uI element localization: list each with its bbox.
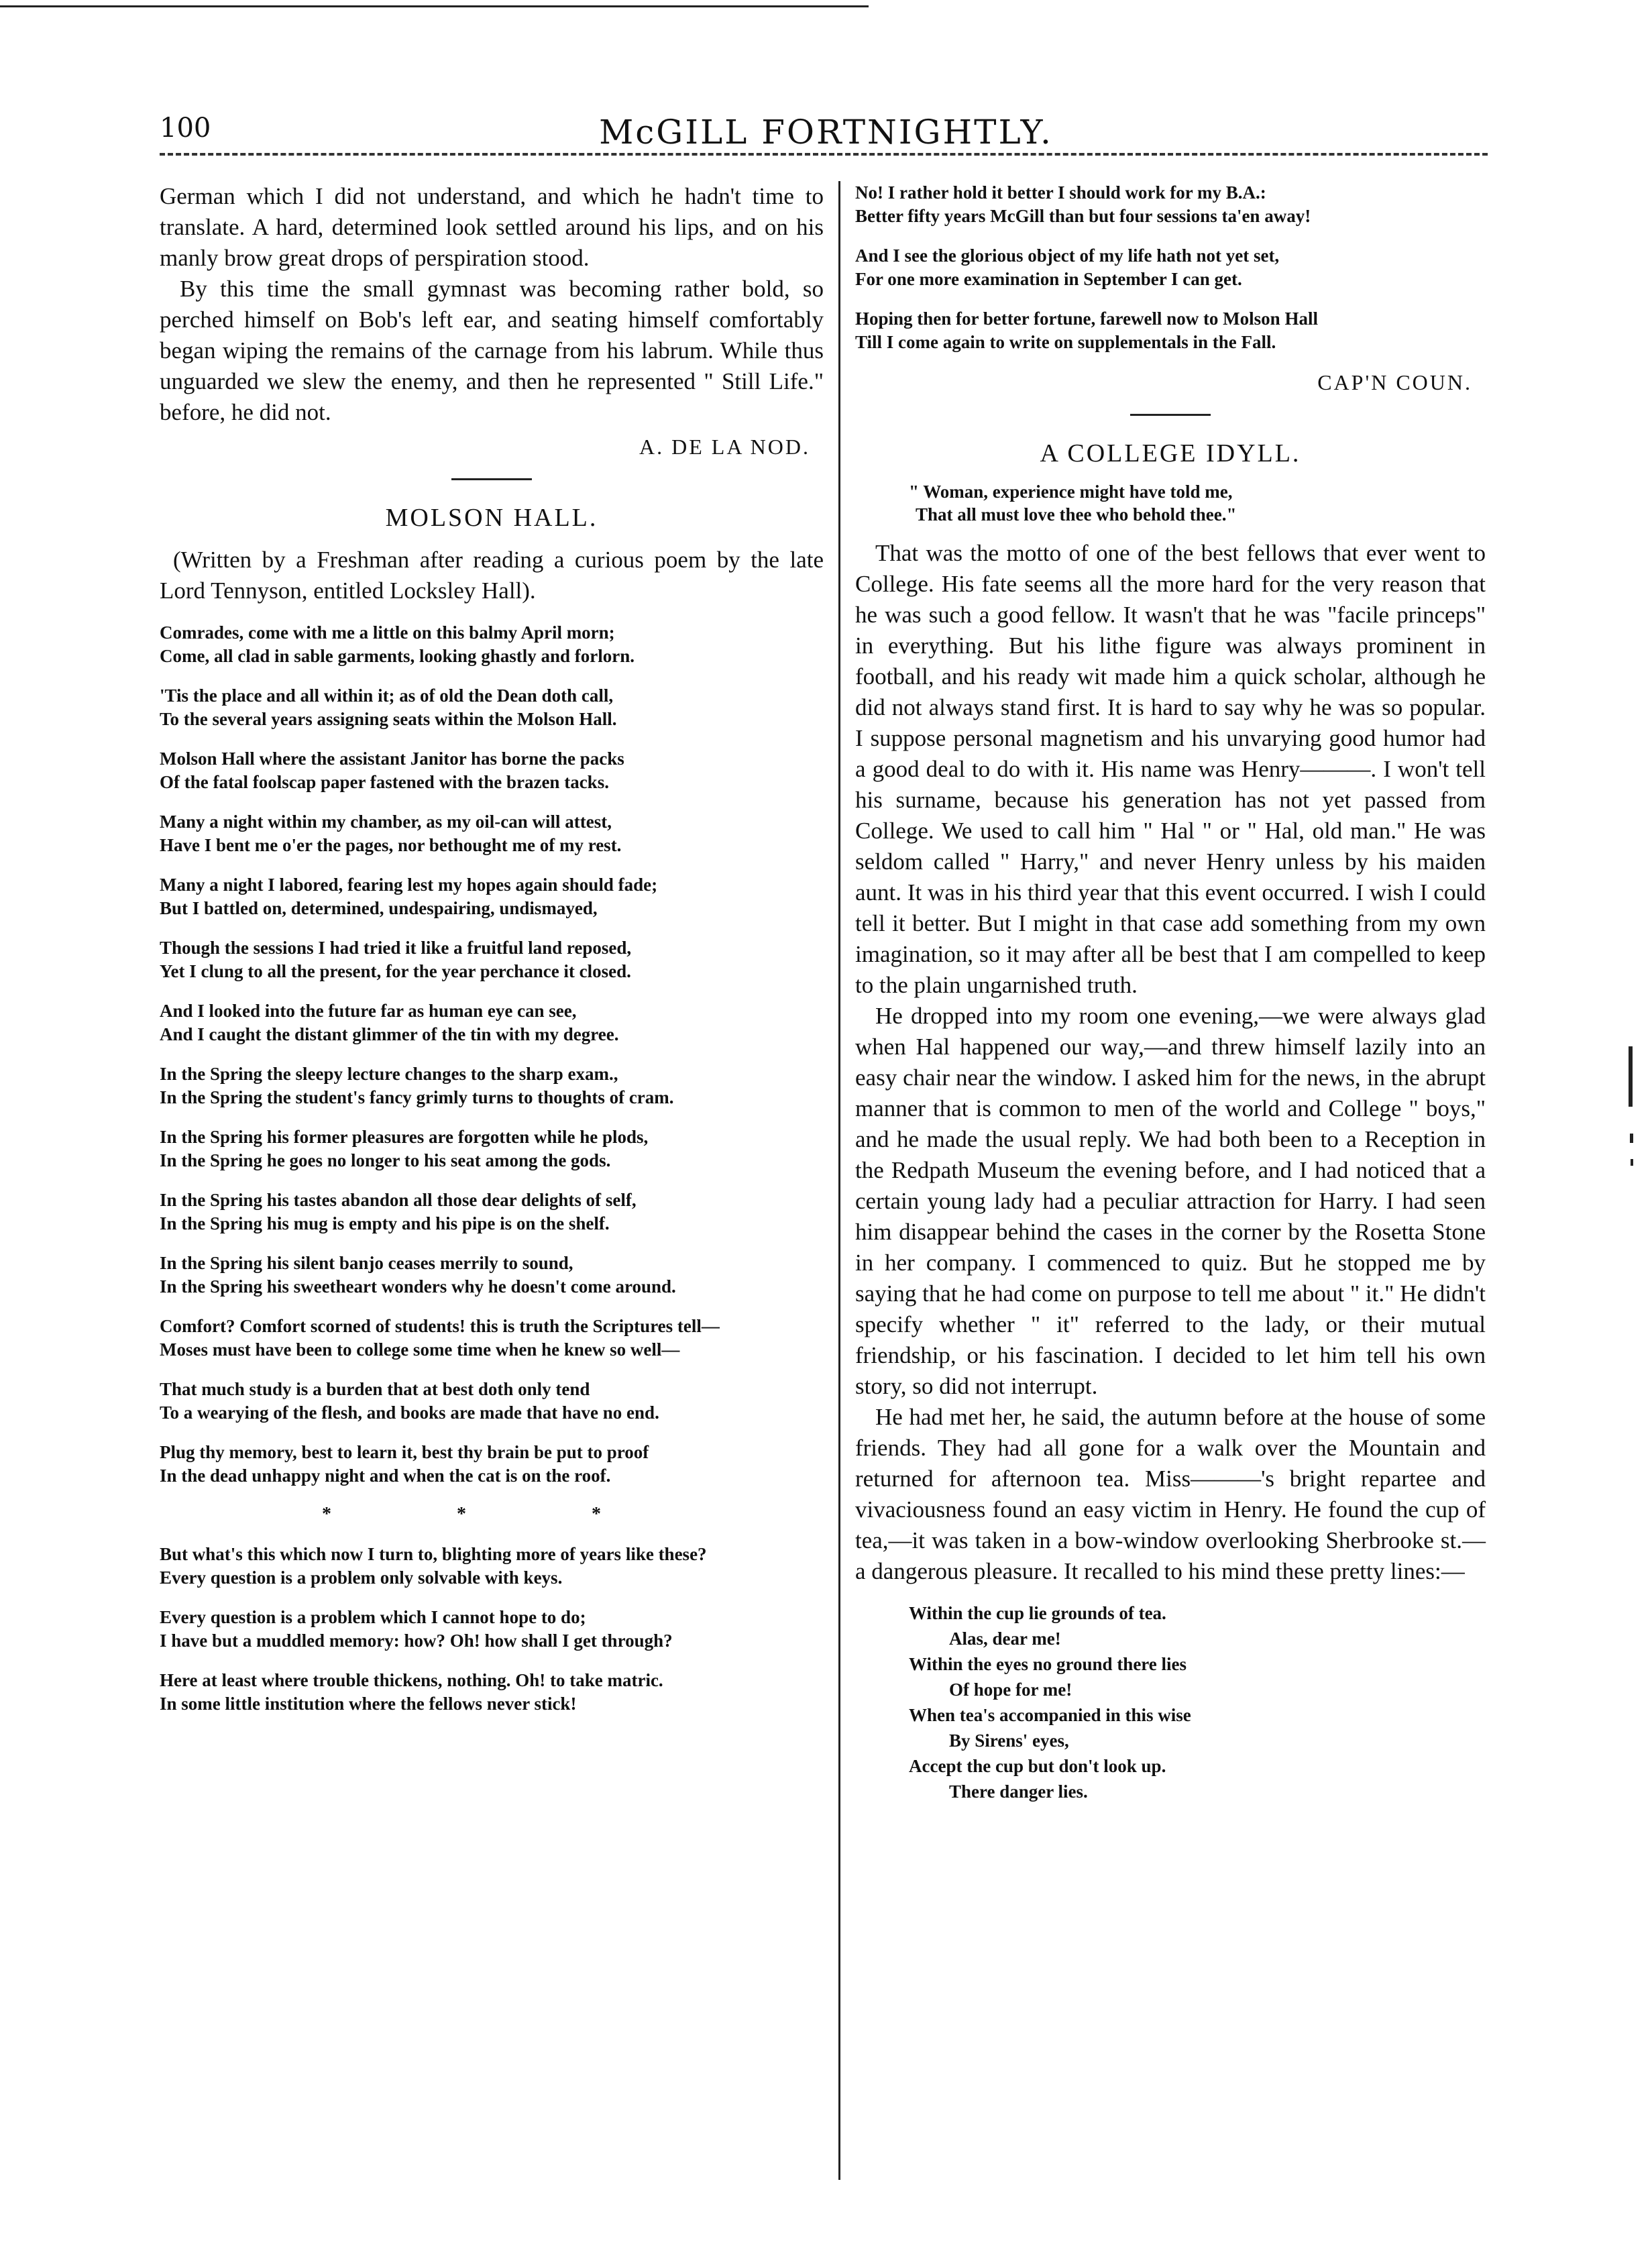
verse-line: No! I rather hold it better I should work for my B.A.:: [855, 182, 1266, 203]
verse-line: Here at least where trouble thickens, nothing. Oh! to take matric.: [160, 1670, 663, 1690]
paragraph: He had met her, he said, the autumn before at the house of some friends. They had all gone for a walk over the Mountain and returned for afternoon tea. Miss———'s bright repartee and vivaciousness found an easy victim in Henry. He found the cup of tea,—it was taken in a bow-window overlooking Sherbrooke st.—a dangerous pleasure. It recalled to his mind these pretty lines:—: [855, 1404, 1486, 1584]
verse-line: Better fifty years McGill than but four sessions ta'en away!: [855, 206, 1311, 226]
top-rule: [0, 5, 869, 7]
verse-line: To a wearying of the flesh, and books are made that have no end.: [160, 1403, 659, 1423]
stanza: [160, 810, 824, 857]
verse-line: Come, all clad in sable garments, looking ghastly and forlorn.: [160, 646, 635, 666]
author-signature: A. DE LA NOD.: [639, 435, 810, 459]
verse-line: In the Spring he goes no longer to his seat among the gods.: [160, 1150, 611, 1170]
verse-line: Hoping then for better fortune, farewell now to Molson Hall: [855, 309, 1318, 329]
verse-line: In some little institution where the fellows never stick!: [160, 1694, 577, 1714]
verse-line: In the Spring his tastes abandon all those dear delights of self,: [160, 1190, 637, 1210]
stanza: [160, 1543, 824, 1590]
right-column: [855, 181, 1486, 1804]
story-title: A COLLEGE IDYLL.: [1040, 439, 1301, 468]
stanza: [160, 621, 824, 668]
verse-line: In the dead unhappy night and when the cat is on the roof.: [160, 1466, 611, 1486]
verse-line: In the Spring his former pleasures are forgotten while he plods,: [160, 1127, 649, 1147]
verse-line: By Sirens' eyes,: [949, 1730, 1069, 1751]
paragraph: That was the motto of one of the best fellows that ever went to College. His fate seems all the more hard for the very reason that he was such a good fellow. It wasn't that he was "facile princeps" in everything. But his lithe figure was always prominent in football, and his ready wit made him a quick scholar, although he did not always stand first. It is hard to say why he was so popular. I suppose personal magnetism and his unvarying good humor had a good deal to do with it. His name was Henry———. I won't tell his surname, because his generation has not yet passed from College. We used to call him " Hal " or " Hal, old man." He was seldom called " Harry," and never Henry unless by his maiden aunt. It was in his third year that this event occurred. I wish I could tell it better. But I might in that case add something from my own imagination, so it may after all be best that I am compelled to keep to the plain ungarnished truth.: [855, 540, 1486, 998]
verse-line: But I battled on, determined, undespairing, undismayed,: [160, 898, 598, 918]
paragraph: German which I did not understand, and which he hadn't time to translate. A hard, determined look settled around his lips, and on his manly brow great drops of perspiration stood.: [160, 183, 824, 271]
verse-line: In the Spring the student's fancy grimly turns to thoughts of cram.: [160, 1087, 674, 1107]
verse-line: 'Tis the place and all within it; as of old the Dean doth call,: [160, 685, 614, 706]
verse-line: Every question is a problem only solvable with keys.: [160, 1568, 563, 1588]
verse-line: Many a night I labored, fearing lest my hopes again should fade;: [160, 875, 658, 895]
stanza: [160, 999, 824, 1046]
section-separator: [451, 478, 532, 480]
stanza: [160, 873, 824, 920]
stanza: [160, 1441, 824, 1488]
poem-title: MOLSON HALL.: [385, 504, 598, 532]
stanza: [160, 684, 824, 731]
column-divider: [838, 181, 840, 2180]
stanza: [855, 244, 1486, 291]
verse-line: Moses must have been to college some time when he knew so well—: [160, 1339, 680, 1360]
stanza: [160, 1189, 824, 1235]
embedded-verse: [909, 1600, 1486, 1804]
epigraph: [909, 480, 1486, 526]
verse-line: Accept the cup but don't look up.: [909, 1756, 1166, 1776]
verse-line: Comrades, come with me a little on this balmy April morn;: [160, 622, 615, 643]
epigraph-line: " Woman, experience might have told me,: [909, 482, 1233, 502]
section-separator: [1130, 414, 1211, 416]
stanza: [160, 1062, 824, 1109]
epigraph-line: That all must love thee who behold thee.": [916, 504, 1237, 525]
margin-mark: [1630, 1134, 1633, 1143]
verse-line: Though the sessions I had tried it like a fruitful land reposed,: [160, 938, 632, 958]
verse-line: To the several years assigning seats within the Molson Hall.: [160, 709, 617, 729]
verse-line: Of hope for me!: [949, 1680, 1072, 1700]
left-column: [160, 181, 824, 1732]
verse-line: Yet I clung to all the present, for the year perchance it closed.: [160, 961, 631, 981]
verse-line: Comfort? Comfort scorned of students! this is truth the Scriptures tell—: [160, 1316, 720, 1336]
verse-line: But what's this which now I turn to, blighting more of years like these?: [160, 1544, 707, 1564]
section-stars: * * *: [322, 1504, 661, 1525]
verse-line: I have but a muddled memory: how? Oh! how shall I get through?: [160, 1631, 673, 1651]
verse-line: In the Spring his silent banjo ceases merrily to sound,: [160, 1253, 573, 1273]
stanza: [160, 1669, 824, 1716]
poem-intro: (Written by a Freshman after reading a curious poem by the late Lord Tennyson, entitled Locksley Hall).: [160, 547, 824, 604]
verse-line: And I see the glorious object of my life hath not yet set,: [855, 245, 1280, 266]
verse-line: Many a night within my chamber, as my oil-can will attest,: [160, 812, 612, 832]
verse-line: Plug thy memory, best to learn it, best thy brain be put to proof: [160, 1442, 649, 1462]
stanza: [160, 1378, 824, 1425]
verse-line: And I caught the distant glimmer of the tin with my degree.: [160, 1024, 619, 1044]
margin-mark: [1631, 1159, 1633, 1166]
stanza: [160, 1606, 824, 1653]
stanza: [160, 1125, 824, 1172]
verse-line: Molson Hall where the assistant Janitor has borne the packs: [160, 749, 624, 769]
verse-line: Alas, dear me!: [949, 1629, 1061, 1649]
verse-line: Within the cup lie grounds of tea.: [909, 1603, 1166, 1623]
verse-line: Every question is a problem which I cannot hope to do;: [160, 1607, 586, 1627]
verse-line: For one more examination in September I can get.: [855, 269, 1242, 289]
author-signature: CAP'N COUN.: [1317, 370, 1472, 394]
verse-line: Of the fatal foolscap paper fastened with the brazen tacks.: [160, 772, 609, 792]
running-title: McGILL FORTNIGHTLY.: [599, 113, 1053, 152]
verse-line: There danger lies.: [949, 1781, 1088, 1802]
stanza: [160, 1315, 824, 1362]
verse-line: In the Spring the sleepy lecture changes to the sharp exam.,: [160, 1064, 618, 1084]
stanza: [160, 1252, 824, 1299]
verse-line: Have I bent me o'er the pages, nor bethought me of my rest.: [160, 835, 622, 855]
verse-line: And I looked into the future far as human eye can see,: [160, 1001, 577, 1021]
verse-line: When tea's accompanied in this wise: [909, 1705, 1191, 1725]
header-rule: [160, 153, 1488, 156]
stanza: [855, 181, 1486, 228]
stanza: [855, 307, 1486, 354]
stanza: [160, 936, 824, 983]
verse-line: Till I come again to write on supplementals in the Fall.: [855, 332, 1276, 352]
stanza: [160, 747, 824, 794]
page-number: 100: [160, 113, 211, 144]
verse-line: In the Spring his mug is empty and his pipe is on the shelf.: [160, 1213, 610, 1233]
verse-line: That much study is a burden that at best doth only tend: [160, 1379, 590, 1399]
paragraph: He dropped into my room one evening,—we were always glad when Hal happened our way,—and threw himself lazily into an easy chair near the window. I asked him for the news, in the abrupt manner that is common to men of the world and College " boys," and he made the usual reply. We had both been to a Reception in the Redpath Museum the evening before, and I had noticed that a certain young lady had a peculiar attraction for Harry. I had seen him disappear behind the cases in the corner by the Rosetta Stone in her company. I commenced to quiz. But he stopped me by saying that he had come on purpose to tell me about " it." He didn't specify whether " it" referred to the lady, or their mutual friendship, or his fascination. I decided to let him tell his own story, so did not interrupt.: [855, 1003, 1486, 1399]
verse-line: Within the eyes no ground there lies: [909, 1654, 1187, 1674]
paragraph: By this time the small gymnast was becoming rather bold, so perched himself on Bob's left ear, and seating himself comfortably began wiping the remains of the carnage from his labrum. While thus unguarded we slew the enemy, and then he represented " Still Life." before, he did not.: [160, 276, 824, 425]
margin-mark: [1629, 1046, 1633, 1107]
verse-line: In the Spring his sweetheart wonders why he doesn't come around.: [160, 1276, 676, 1297]
